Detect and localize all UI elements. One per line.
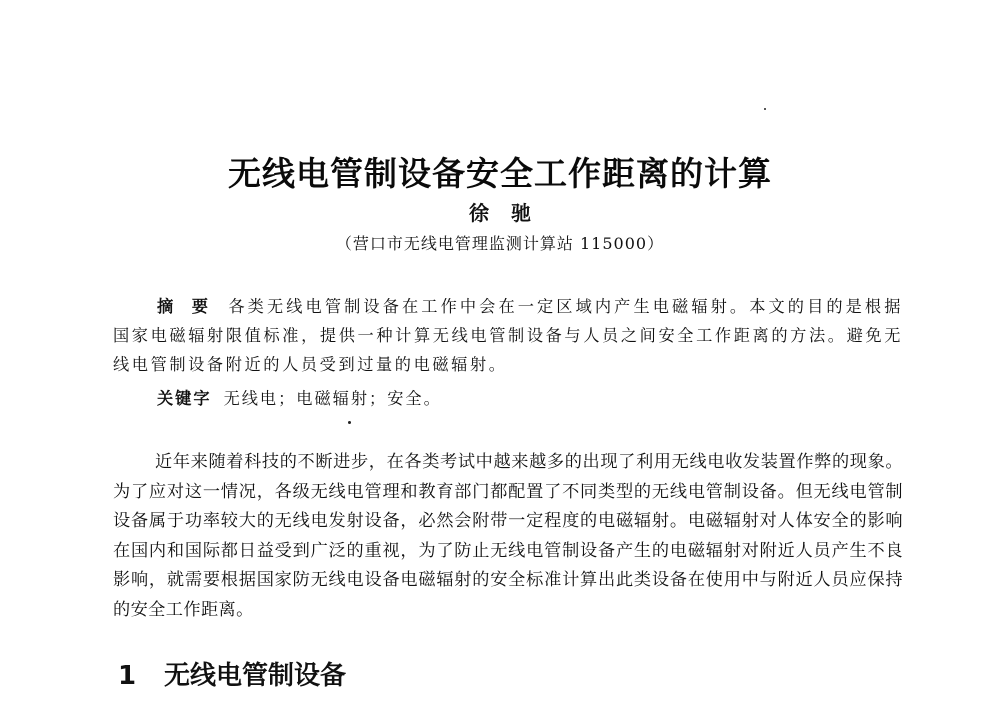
scan-speck [764,108,766,110]
abstract-text: 各类无线电管制设备在工作中会在一定区域内产生电磁辐射。本文的目的是根据国家电磁辐射限值标准，提供一种计算无线电管制设备与人员之间安全工作距离的方法。避免无线电管制设备附近的人员受到过量的电磁辐射。 [113,297,904,374]
intro-paragraph: 近年来随着科技的不断进步，在各类考试中越来越多的出现了利用无线电收发装置作弊的现象。为了应对这一情况，各级无线电管理和教育部门都配置了不同类型的无线电管制设备。但无线电管制设备属于功率较大的无线电发射设备，必然会附带一定程度的电磁辐射。电磁辐射对人体安全的影响在国内和国际都日益受到广泛的重视，为了防止无线电管制设备产生的电磁辐射对附近人员产生不良影响，就需要根据国家防无线电设备电磁辐射的安全标准计算出此类设备在使用中与附近人员应保持的安全工作距离。 [113,452,903,620]
scan-speck [348,421,351,424]
section-number: 1 [118,661,137,691]
keywords-line [157,385,442,409]
keywords-label: 关键字 [157,389,212,408]
author-name: 徐驰 [469,201,553,225]
paper-title: 无线电管制设备安全工作距离的计算 [228,154,772,193]
section-title: 无线电管制设备 [164,661,347,691]
abstract-label: 摘要 [157,297,227,316]
section-heading [118,655,346,692]
abstract-paragraph [113,292,903,379]
author-affiliation: （营口市无线电管理监测计算站 115000） [335,234,665,253]
keywords-text: 无线电；电磁辐射；安全。 [223,389,442,408]
